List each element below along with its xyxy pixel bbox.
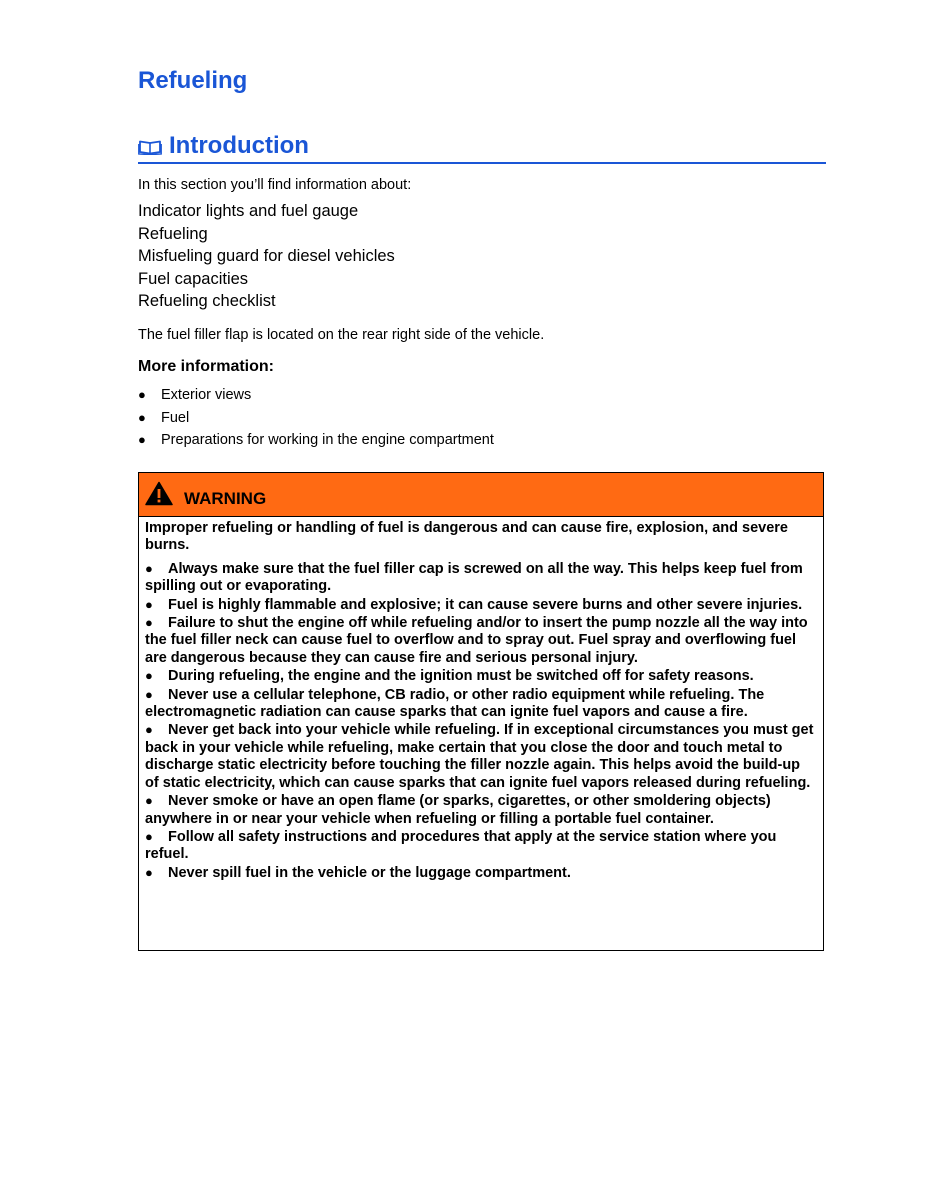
- warning-item: [145, 560, 817, 596]
- section-header: [138, 130, 826, 164]
- warning-lead: Improper refueling or handling of fuel is dangerous and can cause fire, explosion, and severe burns.: [145, 520, 788, 554]
- bullet-icon: ●: [145, 686, 153, 702]
- bullet-icon: ●: [145, 864, 153, 880]
- topic-link[interactable]: Refueling checklist: [138, 292, 276, 311]
- bullet-icon: ●: [145, 560, 153, 576]
- topic-link[interactable]: Indicator lights and fuel gauge: [138, 202, 359, 220]
- bullet-icon: ●: [145, 828, 153, 844]
- more-info-list: [138, 384, 494, 452]
- more-info-title: More information:: [138, 358, 274, 375]
- warning-triangle-icon: [145, 481, 173, 506]
- warning-item-text: Never use a cellular telephone, CB radio, or other radio equipment while refueling. The electromagnetic radiation can cause sparks that can ignite fuel vapors and cause a fire.: [145, 686, 765, 721]
- warning-item: [145, 721, 817, 792]
- section-title: Introduction: [169, 132, 309, 159]
- intro-text: In this section you’ll find information about:: [138, 177, 412, 193]
- warning-item: [145, 828, 817, 864]
- fuel-flap-note: The fuel filler flap is located on the rear right side of the vehicle.: [138, 327, 545, 343]
- topic-list: [138, 200, 395, 313]
- warning-item-text: Never spill fuel in the vehicle or the luggage compartment.: [168, 864, 571, 881]
- bullet-icon: ●: [145, 668, 153, 684]
- more-info-link[interactable]: Preparations for working in the engine compartment: [161, 432, 494, 449]
- bullet-icon: ●: [145, 722, 153, 738]
- warning-label: WARNING: [184, 489, 267, 508]
- warning-item-text: Fuel is highly flammable and explosive; it can cause severe burns and other severe injuries.: [168, 596, 803, 613]
- warning-box: [138, 472, 824, 951]
- bullet-icon: ●: [138, 387, 146, 402]
- warning-item: [145, 792, 817, 828]
- topic-link[interactable]: Misfueling guard for diesel vehicles: [138, 247, 395, 266]
- more-info-item: [138, 407, 494, 430]
- warning-item-text: Never get back into your vehicle while refueling. If in exceptional circumstances you must get back in your vehicle while refueling, make certain that you close the door and touch metal to discharge static electricity before touching the filler nozzle again. This helps avoid the build-up of static electricity, which can cause sparks that can ignite fuel vapors released during refueling.: [145, 722, 814, 791]
- warning-header: [139, 473, 823, 517]
- more-info-item: [138, 384, 494, 407]
- warning-item: [145, 864, 817, 882]
- warning-item-text: Always make sure that the fuel filler cap is screwed on all the way. This helps keep fuel from spilling out or evaporating.: [145, 560, 803, 595]
- bullet-icon: ●: [138, 409, 146, 425]
- more-info-link[interactable]: Exterior views: [161, 387, 252, 403]
- more-info-item: [138, 429, 494, 452]
- warning-item-text: Never smoke or have an open flame (or sparks, cigarettes, or other smoldering objects) anywhere in or near your vehicle when refueling or filling a portable fuel container.: [145, 793, 771, 827]
- warning-item: [145, 667, 817, 685]
- warning-item-text: Failure to shut the engine off while refueling and/or to insert the pump nozzle all the way into the fuel filler neck can cause fuel to overflow and to spray out. Fuel spray and overflowing fuel are dangerous because they can cause fire and serious personal injury.: [145, 615, 808, 666]
- warning-item: [145, 596, 817, 614]
- page-title: Refueling: [138, 67, 248, 94]
- more-info-link[interactable]: Fuel: [161, 409, 190, 426]
- warning-item-text: Follow all safety instructions and procedures that apply at the service station where you refuel.: [145, 828, 777, 863]
- topic-link[interactable]: Fuel capacities: [138, 269, 249, 288]
- bullet-icon: ●: [145, 793, 153, 809]
- bullet-icon: ●: [138, 432, 146, 448]
- warning-item: [145, 686, 817, 722]
- book-icon: [138, 139, 162, 155]
- topic-link[interactable]: Refueling: [138, 224, 208, 243]
- warning-body: [139, 517, 823, 882]
- warning-item: [145, 614, 817, 667]
- bullet-icon: ●: [145, 596, 153, 612]
- warning-item-text: During refueling, the engine and the ignition must be switched off for safety reasons.: [168, 668, 754, 685]
- bullet-icon: ●: [145, 615, 153, 631]
